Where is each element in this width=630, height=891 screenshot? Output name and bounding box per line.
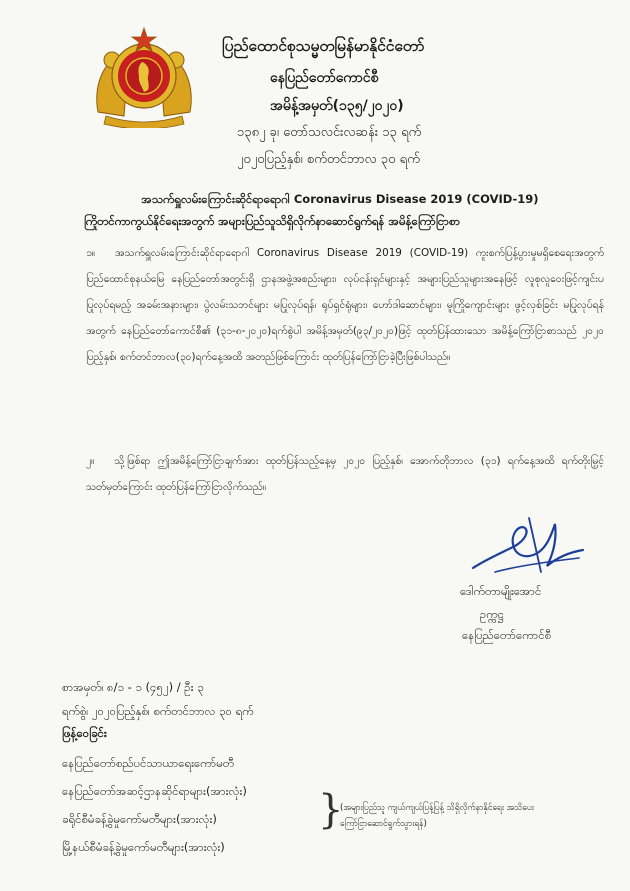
paragraph-2 (86, 448, 604, 500)
paragraph-2-number: ၂။ (86, 455, 95, 467)
paragraph-2-text: သို့ဖြစ်ရာ ဤအမိန့်ကြော်ငြာချက်အား ထုတ်ပြန်သည့်နေ့မှ ၂၀၂၀ ပြည့်နှစ်၊ အောက်တိုဘာလ (၃၁) ရက်နေ့အထိ ရက်တိုးမြှင့်သတ်မှတ်ကြောင်း ထုတ်ပြန်ကြော်ငြာလိုက်သည်။ (86, 455, 604, 493)
gregorian-date: ၂၀၂၀ပြည့်နှစ်၊ စက်တင်ဘာလ ၃၀ ရက် (237, 152, 420, 167)
distribution-heading: ဖြန့်ဝေခြင်း (62, 726, 107, 740)
myanmar-calendar-date: ၁၃၈၂ ခု၊ တော်သလင်းလဆန်း ၁၃ ရက် (237, 125, 422, 140)
paragraph-1 (86, 240, 604, 370)
distribution-item: နေပြည်တော်အဆင့်ဌာနဆိုင်ရာများ(အားလုံး) (62, 784, 247, 798)
signatory-name: ဒေါက်တာမျိုးအောင် (460, 584, 542, 598)
distribution-note-line-2: ကြော်ငြာဆောင်ရွက်သွားရန်) (340, 818, 427, 828)
council-name: နေပြည်တော်ကောင်စီ (270, 70, 379, 86)
signatory-office: နေပြည်တော်ကောင်စီ (462, 628, 552, 642)
distribution-note-line-1: (အများပြည်သူ ကျယ်ကျယ်ပြန့်ပြန့် သိရှိလိုက်နာနိုင်ရေး အသိပေး (340, 802, 534, 812)
distribution-note (340, 799, 534, 831)
subject-line-1: အသက်ရှူလမ်းကြောင်းဆိုင်ရာရောဂါ Coronavirus Disease 2019 (COVID-19) (141, 192, 539, 206)
state-seal-icon (92, 20, 196, 128)
letter-date: ရက်စွဲ၊ ၂၀၂၀ပြည့်နှစ်၊ စက်တင်ဘာလ ၃၀ ရက် (62, 704, 254, 718)
letter-number: စာအမှတ်၊ ၈/၁ - ၁ (၄၅၂) / ဦး ၃ (62, 680, 204, 694)
paragraph-1-number: ၁။ (86, 247, 95, 259)
distribution-item: ခရိုင်စီမံခန့်ခွဲမှုကော်မတီများ(အားလုံး) (62, 812, 217, 826)
subject-line-2: ကြိုတင်ကာကွယ်နိုင်ရေးအတွက် အများပြည်သူသိရှိလိုက်နာဆောင်ရွက်ရန် အမိန့်ကြော်ငြာစာ (84, 214, 461, 228)
order-number: အမိန့်အမှတ်(၁၃၅/၂၀၂၀) (270, 98, 404, 114)
grouping-brace: } (318, 787, 344, 833)
distribution-item: နေပြည်တော်စည်ပင်သာယာရေးကော်မတီ (62, 756, 234, 770)
distribution-item: မြို့နယ်စီမံခန့်ခွဲမှုကော်မတီများ(အားလုံး) (62, 840, 225, 854)
signatory-title: ဥက္ကဋ္ဌ (480, 607, 504, 621)
paragraph-1-text: အသက်ရှူလမ်းကြောင်းဆိုင်ရာရောဂါ Coronavirus Disease 2019 (COVID-19) ကူးစက်ပြန့်ပွားမှုမရှိစေရေးအတွက် ပြည်ထောင်စုနယ်မြေ နေပြည်တော်အတွင်းရှိ ဌာနအဖွဲ့အစည်းများ၊ လုပ်ငန်းရှင်များနှင့် အများပြည်သူများအနေဖြင့် လူစုလူဝေးဖြင့်ကျင်းပပြုလုပ်ရမည့် အခမ်းအနားများ၊ ပွဲလမ်းသဘင်များ မပြုလုပ်ရန်၊ ရုပ်ရှင်ရုံများ၊ ဟော်ဒါဆောင်များ၊ မူကြိုကျောင်းများ ဖွင့်လှစ်ခြင်း မပြုလုပ်ရန်အတွက် နေပြည်တော်ကောင်စီ၏ (၃၁-၈-၂၀၂၀)ရက်စွဲပါ အမိန့်အမှတ်(၉၃/၂၀၂၀)ဖြင့် ထုတ်ပြန်ထားသော အမိန့်ကြော်ငြာစာသည် ၂၀၂၀ ပြည့်နှစ်၊ စက်တင်ဘာလ(၃၀)ရက်နေ့အထိ အတည်ဖြစ်ကြောင်း ထုတ်ပြန်ကြော်ငြာခဲ့ပြီးဖြစ်ပါသည်။ (86, 247, 604, 363)
handwritten-signature (455, 510, 605, 590)
state-name-heading: ပြည်ထောင်စုသမ္မတမြန်မာနိုင်ငံတော် (222, 37, 425, 55)
